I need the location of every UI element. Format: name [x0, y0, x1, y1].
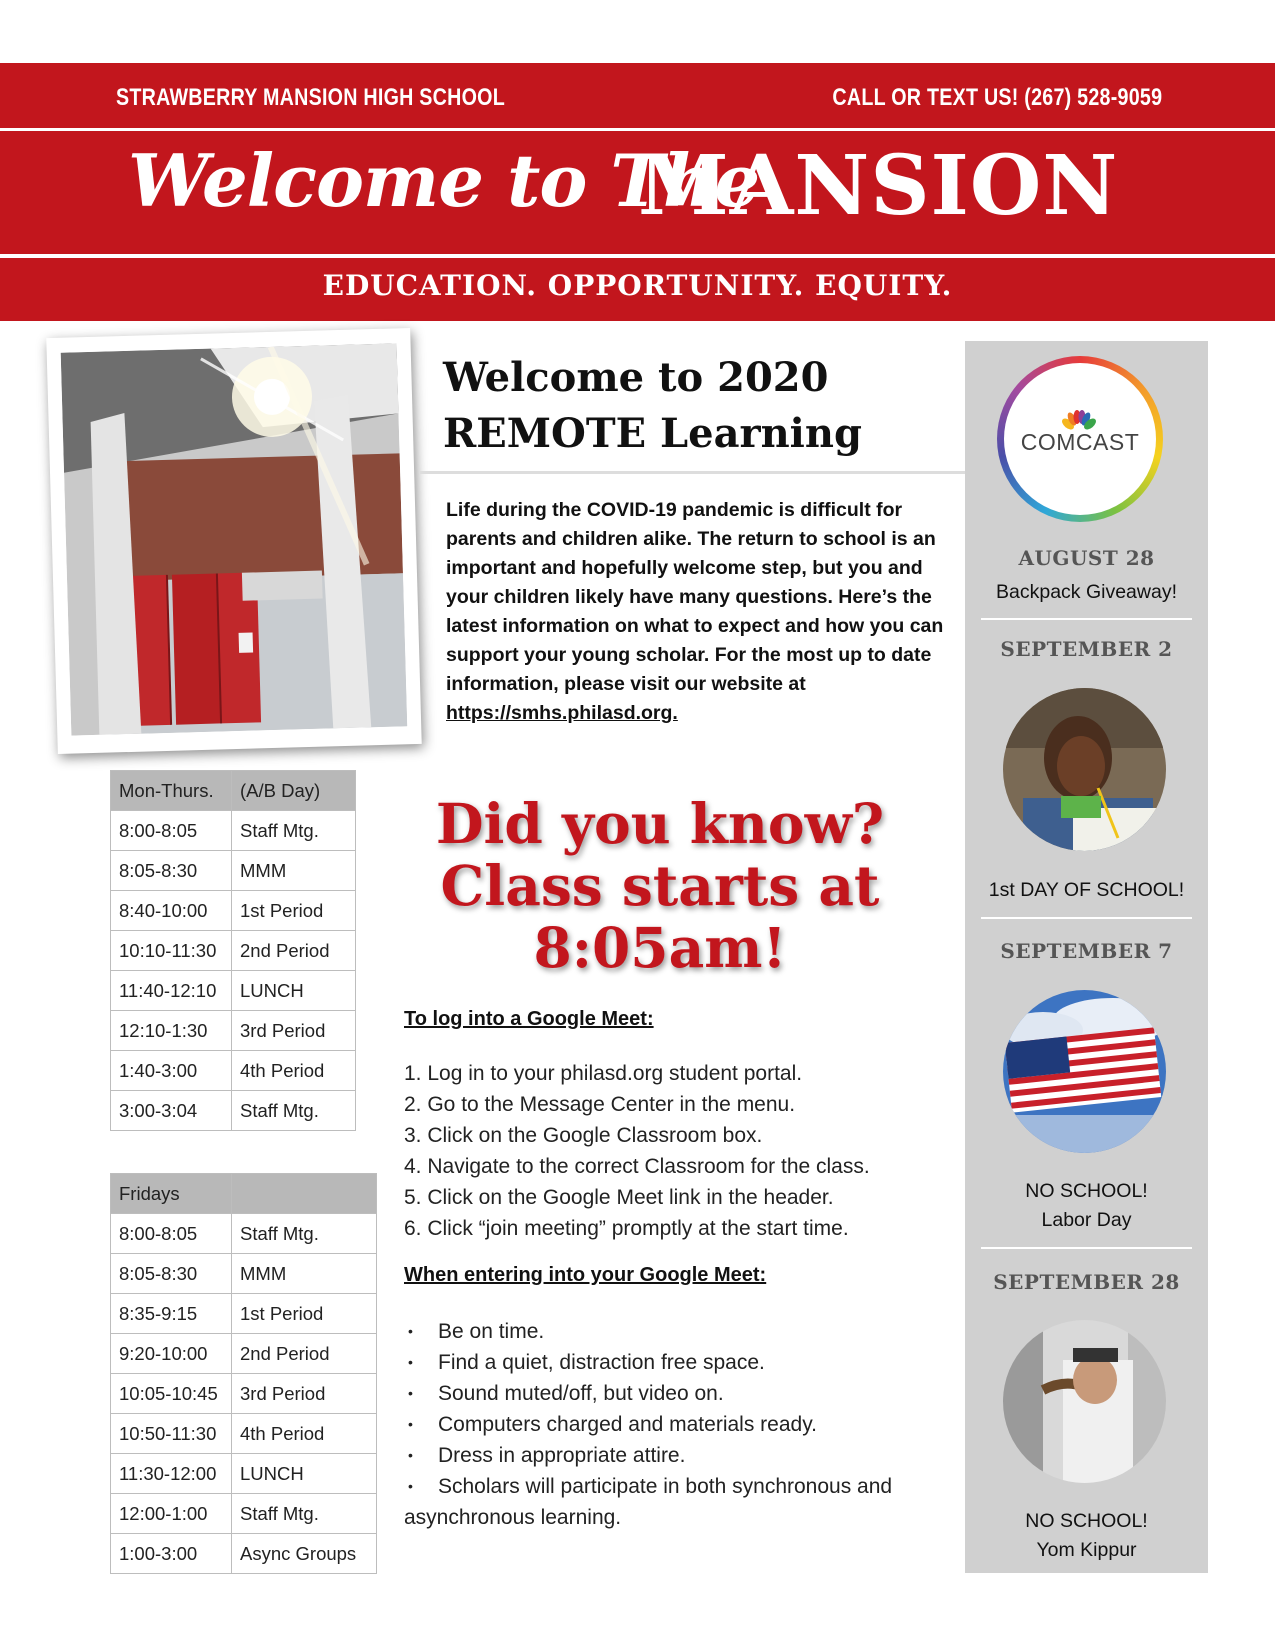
- welcome-mansion-text: MANSION: [638, 138, 1119, 234]
- event-text: Backpack Giveaway!: [996, 581, 1177, 603]
- activity-cell: Staff Mtg.: [232, 1091, 356, 1131]
- table-row: [111, 851, 356, 891]
- time-cell: 8:05-8:30: [111, 1254, 232, 1294]
- list-item: • Sound muted/off, but video on.: [404, 1378, 944, 1409]
- event-date: SEPTEMBER 2: [1000, 637, 1173, 661]
- table-header-cell: (A/B Day): [232, 771, 356, 811]
- table-row: [111, 1011, 356, 1051]
- contact-phone: CALL OR TEXT US! (267) 528-9059: [832, 84, 1162, 111]
- table-row: [111, 1374, 377, 1414]
- american-flag-photo: [1003, 990, 1166, 1153]
- list-item: • Scholars will participate in both synchronous and asynchronous learning.: [404, 1471, 944, 1533]
- activity-cell: 4th Period: [232, 1414, 377, 1454]
- event-divider: [981, 917, 1192, 919]
- table-row: [111, 1091, 356, 1131]
- table-header-row: [111, 1174, 377, 1214]
- time-cell: 12:00-1:00: [111, 1494, 232, 1534]
- intro-title-line2: REMOTE Learning: [443, 410, 862, 457]
- website-link[interactable]: https://smhs.philasd.org.: [446, 702, 678, 724]
- list-item: 5. Click on the Google Meet link in the header.: [404, 1186, 834, 1209]
- event-divider: [981, 618, 1192, 620]
- time-cell: 8:40-10:00: [111, 891, 232, 931]
- activity-cell: 1st Period: [232, 891, 356, 931]
- school-building-illustration: [61, 343, 408, 735]
- event-divider: [981, 1247, 1192, 1249]
- list-item: • Computers charged and materials ready.: [404, 1409, 944, 1440]
- schedule-friday-table: [110, 1173, 377, 1574]
- shofar-illustration: [1003, 1320, 1166, 1483]
- time-cell: 1:00-3:00: [111, 1534, 232, 1574]
- table-header-cell: Mon-Thurs.: [111, 771, 232, 811]
- event-date: AUGUST 28: [1018, 546, 1155, 570]
- time-cell: 8:05-8:30: [111, 851, 232, 891]
- activity-cell: 3rd Period: [232, 1374, 377, 1414]
- motto: EDUCATION. OPPORTUNITY. EQUITY.: [322, 269, 953, 302]
- table-row: [111, 931, 356, 971]
- dyk-line3: 8:05am!: [533, 915, 787, 980]
- dyk-line1: Did you know?: [435, 791, 885, 856]
- activity-cell: Staff Mtg.: [232, 1214, 377, 1254]
- did-you-know-callout: [380, 793, 940, 979]
- activity-cell: MMM: [232, 1254, 377, 1294]
- activity-cell: 2nd Period: [232, 1334, 377, 1374]
- table-row: [111, 1051, 356, 1091]
- intro-body: Life during the COVID-19 pandemic is difficult for parents and children alike. The return to school is an important and hopefully welcome step, but you and your children likely have many questions. Here’s the latest information on what to expect and how you can support your young scholar. For the most up to date information, please visit our website at: [446, 499, 944, 695]
- table-row: [111, 971, 356, 1011]
- time-cell: 11:30-12:00: [111, 1454, 232, 1494]
- time-cell: 10:50-11:30: [111, 1414, 232, 1454]
- time-cell: 12:10-1:30: [111, 1011, 232, 1051]
- event-date: SEPTEMBER 7: [1000, 939, 1173, 963]
- table-row: [111, 1454, 377, 1494]
- list-item: • Find a quiet, distraction free space.: [404, 1347, 944, 1378]
- activity-cell: LUNCH: [232, 1454, 377, 1494]
- time-cell: 8:00-8:05: [111, 1214, 232, 1254]
- american-flag-illustration: [1003, 990, 1166, 1153]
- welcome-script-text: Welcome to The: [128, 138, 760, 223]
- table-row: [111, 1534, 377, 1574]
- activity-cell: LUNCH: [232, 971, 356, 1011]
- login-steps-list: [404, 1058, 944, 1244]
- time-cell: 10:10-11:30: [111, 931, 232, 971]
- activity-cell: Staff Mtg.: [232, 811, 356, 851]
- intro-title: [443, 350, 862, 462]
- time-cell: 8:00-8:05: [111, 811, 232, 851]
- time-cell: 11:40-12:10: [111, 971, 232, 1011]
- time-cell: 9:20-10:00: [111, 1334, 232, 1374]
- intro-title-line1: Welcome to 2020: [443, 354, 829, 401]
- meet-tips-list: [404, 1316, 944, 1533]
- peacock-icon: [1062, 410, 1096, 430]
- event-subtext: Labor Day: [1041, 1209, 1132, 1231]
- activity-cell: 4th Period: [232, 1051, 356, 1091]
- student-writing-photo: [1003, 688, 1166, 851]
- event-date: SEPTEMBER 28: [993, 1270, 1180, 1294]
- activity-cell: 3rd Period: [232, 1011, 356, 1051]
- time-cell: 10:05-10:45: [111, 1374, 232, 1414]
- student-writing-illustration: [1003, 688, 1166, 851]
- time-cell: 1:40-3:00: [111, 1051, 232, 1091]
- activity-cell: Async Groups: [232, 1534, 377, 1574]
- entering-heading: When entering into your Google Meet:: [404, 1264, 767, 1286]
- shofar-photo: [1003, 1320, 1166, 1483]
- table-row: [111, 1494, 377, 1534]
- event-text: NO SCHOOL!: [1025, 1180, 1148, 1202]
- table-row: [111, 1414, 377, 1454]
- event-text: 1st DAY OF SCHOOL!: [988, 879, 1185, 901]
- list-item: • Dress in appropriate attire.: [404, 1440, 944, 1471]
- time-cell: 3:00-3:04: [111, 1091, 232, 1131]
- list-item: 4. Navigate to the correct Classroom for the class.: [404, 1155, 870, 1178]
- intro-paragraph: [446, 496, 946, 728]
- list-item: 2. Go to the Message Center in the menu.: [404, 1093, 796, 1116]
- list-item: 6. Click “join meeting” promptly at the start time.: [404, 1217, 849, 1240]
- table-row: [111, 1214, 377, 1254]
- dyk-line2: Class starts at: [440, 853, 880, 918]
- schedule-mon-thu-table: [110, 770, 356, 1131]
- intro-divider: [420, 471, 965, 474]
- table-row: [111, 811, 356, 851]
- list-item: 1. Log in to your philasd.org student portal.: [404, 1062, 803, 1085]
- activity-cell: Staff Mtg.: [232, 1494, 377, 1534]
- activity-cell: MMM: [232, 851, 356, 891]
- event-subtext: Yom Kippur: [1036, 1539, 1137, 1561]
- table-header-cell: Fridays: [111, 1174, 232, 1214]
- school-building-photo: [46, 328, 421, 754]
- time-cell: 8:35-9:15: [111, 1294, 232, 1334]
- event-text: NO SCHOOL!: [1025, 1510, 1148, 1532]
- table-row: [111, 1294, 377, 1334]
- table-row: [111, 1334, 377, 1374]
- table-row: [111, 1254, 377, 1294]
- school-name: STRAWBERRY MANSION HIGH SCHOOL: [116, 84, 505, 111]
- activity-cell: 2nd Period: [232, 931, 356, 971]
- login-heading: To log into a Google Meet:: [404, 1008, 654, 1030]
- table-row: [111, 891, 356, 931]
- list-item: 3. Click on the Google Classroom box.: [404, 1124, 763, 1147]
- activity-cell: 1st Period: [232, 1294, 377, 1334]
- table-header-cell: [232, 1174, 377, 1214]
- comcast-logo-text: COMCAST: [1020, 429, 1140, 455]
- table-header-row: [111, 771, 356, 811]
- list-item: • Be on time.: [404, 1316, 944, 1347]
